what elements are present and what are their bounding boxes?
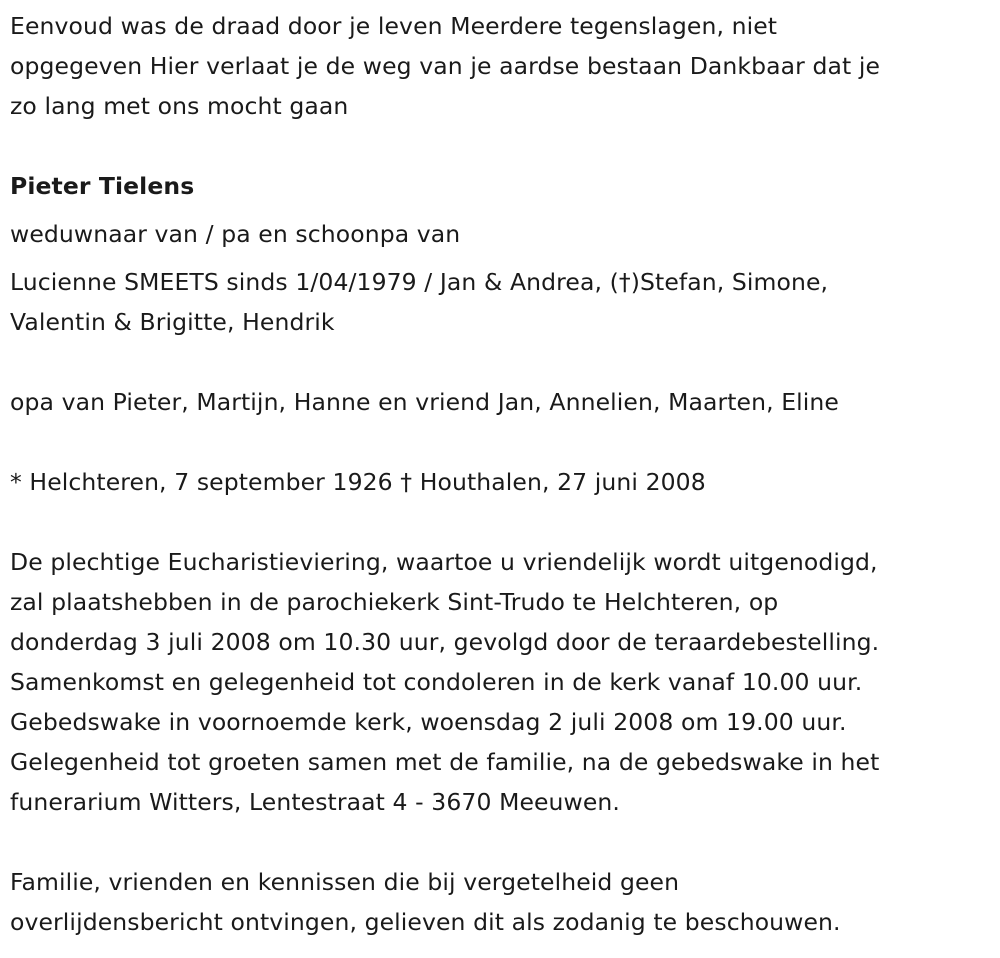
- deceased-name: Pieter Tielens: [10, 172, 195, 200]
- closing-paragraph: Familie, vrienden en kennissen die bij vergetelheid geen overlijdensbericht ontvingen, gelieven dit als zodanig te beschouwen.: [10, 868, 841, 936]
- relation-line: weduwnaar van / pa en schoonpa van: [10, 220, 461, 248]
- birth-death-line: * Helchteren, 7 september 1926 † Houthalen, 27 juni 2008: [10, 468, 706, 496]
- service-paragraph: De plechtige Eucharistieviering, waartoe u vriendelijk wordt uitgenodigd, zal plaatshebben in de parochiekerk Sint-Trudo te Helchteren, op donderdag 3 juli 2008 om 10.30 uur, gevolgd door de teraardebestelling. Samenkomst en gelegenheid tot condoleren in de kerk vanaf 10.00 uur. Gebedswake in voornoemde kerk, woensdag 2 juli 2008 om 19.00 uur. Gelegenheid tot groeten samen met de familie, na de gebedswake in het funerarium Witters, Lentestraat 4 - 3670 Meeuwen.: [10, 548, 880, 816]
- memorial-poem: Eenvoud was de draad door je leven Meerdere tegenslagen, niet opgegeven Hier verlaat je de weg van je aardse bestaan Dankbaar dat je zo lang met ons mocht gaan: [10, 12, 881, 120]
- family-line: Lucienne SMEETS sinds 1/04/1979 / Jan & Andrea, (†)Stefan, Simone, Valentin & Brigitte, Hendrik: [10, 268, 829, 336]
- grandparent-line: opa van Pieter, Martijn, Hanne en vriend Jan, Annelien, Maarten, Eline: [10, 388, 839, 416]
